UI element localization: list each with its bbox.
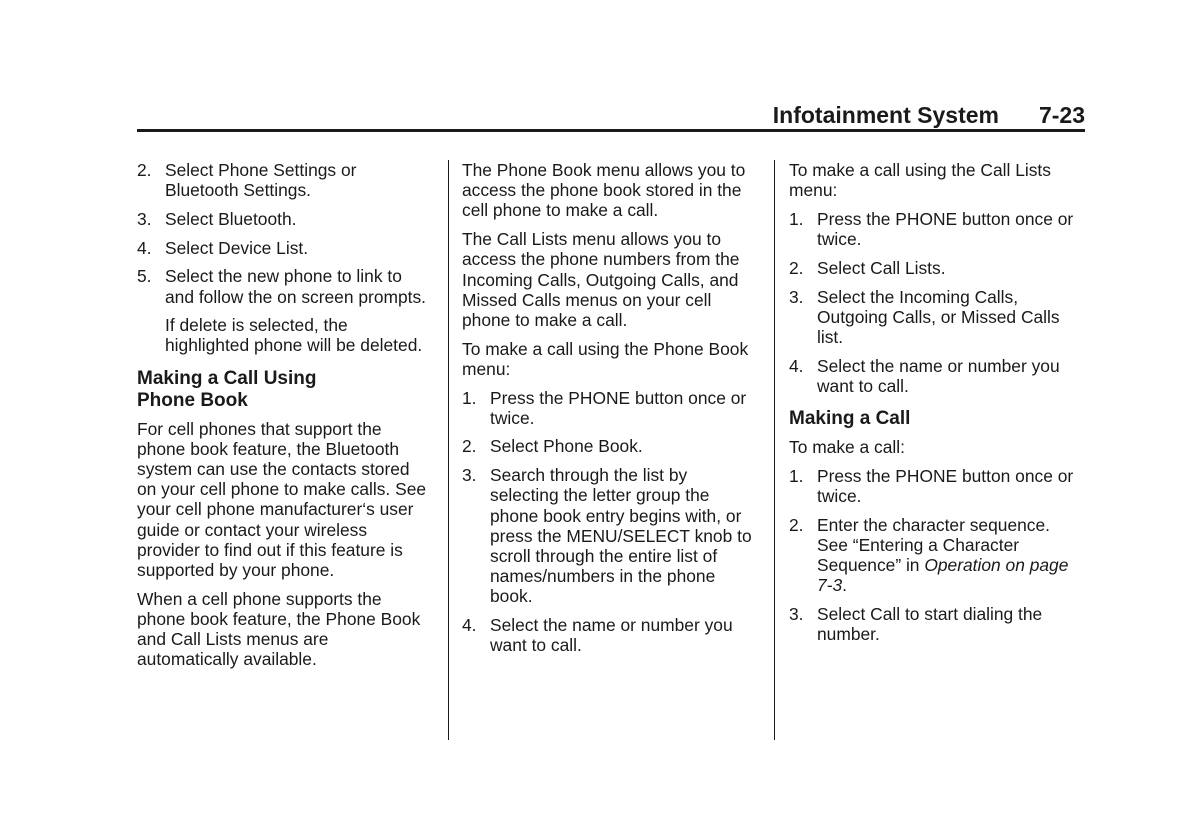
delete-note: If delete is selected, the highlighted phone will be deleted. (165, 315, 423, 356)
paragraph: The Call Lists menu allows you to access the phone numbers from the Incoming Calls, Outgoing Calls, and Missed Calls menus on your cell phone to make a call. (462, 229, 740, 330)
step-text: Select the Incoming Calls, Outgoing Calls, or Missed Calls list. (817, 286, 1060, 347)
column-1 (137, 160, 433, 678)
list-item (789, 604, 1085, 644)
step-number: 2. (137, 160, 152, 180)
step-number: 3. (137, 208, 152, 229)
paragraph: For cell phones that support the phone book feature, the Bluetooth system can use the contacts stored on your cell phone to make calls. See your cell phone manufacturer‘s user guide or contact your wireless provider to find out if this feature is supported by your phone. (137, 418, 427, 581)
list-item (789, 466, 1085, 506)
paragraph: To make a call using the Phone Book menu: (462, 338, 749, 379)
step-text: Select Phone Settings or Bluetooth Settings. (165, 160, 357, 201)
step-text: Press the PHONE button once or twice. (817, 208, 1074, 250)
step-text: Select Device List. (165, 237, 309, 258)
heading-line: Phone Book (137, 389, 248, 411)
step-number: 4. (137, 237, 152, 258)
list-item (789, 209, 1085, 249)
column-2 (462, 160, 760, 664)
heading-line: Making a Call Using (137, 367, 317, 389)
list-item (137, 238, 433, 258)
step-text (817, 515, 1085, 596)
step-text: Select Bluetooth. (165, 208, 297, 229)
paragraph: When a cell phone supports the phone book feature, the Phone Book and Call Lists menus are automatically available. (137, 588, 421, 670)
step-number: 1. (789, 208, 804, 229)
column-3 (789, 160, 1085, 653)
step-text-post: . (842, 575, 847, 596)
list-item (789, 287, 1085, 348)
step-number: 1. (462, 387, 477, 408)
section-title: Infotainment System (772, 102, 999, 128)
step-text: Select Phone Book. (490, 436, 643, 457)
list-item (462, 388, 760, 428)
step-number: 2. (462, 436, 477, 457)
step-number: 1. (789, 465, 804, 486)
list-item (462, 436, 760, 456)
list-item (462, 615, 760, 655)
step-text: Select the name or number you want to call. (817, 355, 1060, 396)
list-item (789, 515, 1085, 596)
page-number: 7-23 (1038, 102, 1085, 128)
step-text: Select Call Lists. (817, 257, 946, 278)
list-item (137, 266, 433, 306)
column-divider-2 (774, 160, 775, 740)
list-item (137, 209, 433, 229)
step-number: 5. (137, 266, 152, 287)
header-rule (137, 129, 1085, 132)
paragraph: To make a call using the Call Lists menu: (789, 160, 1051, 201)
list-item (789, 258, 1085, 278)
step-text: Select Call to start dialing the number. (817, 603, 1043, 645)
step-number: 2. (789, 514, 804, 535)
step-text-pre: Enter the character sequence. See “Entering a Character Sequence” in (817, 514, 1050, 576)
column-divider-1 (448, 160, 449, 740)
step-text: Search through the list by selecting the letter group the phone book entry begins with, or press the MENU/SELECT knob to scroll through the entire list of names/numbers in the phone book. (490, 465, 752, 607)
list-item (137, 160, 433, 200)
paragraph: To make a call: (789, 437, 905, 458)
step-number: 2. (789, 257, 804, 278)
list-item (789, 356, 1085, 396)
step-text: Select the new phone to link to and follow the on screen prompts. (165, 266, 427, 307)
paragraph: The Phone Book menu allows you to access the phone book stored in the cell phone to make a call. (462, 160, 746, 221)
step-text: Press the PHONE button once or twice. (817, 465, 1074, 506)
step-text: Press the PHONE button once or twice. (490, 387, 747, 428)
cross-reference-link[interactable]: Operation on page 7-3 (817, 555, 1069, 596)
step-number: 3. (789, 286, 804, 307)
step-number: 4. (462, 615, 477, 636)
step-number: 3. (789, 603, 804, 624)
step-number: 4. (789, 355, 804, 376)
section-heading: Making a Call (789, 408, 911, 430)
section-heading (137, 368, 433, 412)
step-text: Select the name or number you want to call. (490, 615, 733, 656)
step-number: 3. (462, 465, 477, 486)
list-item (462, 465, 760, 606)
page-header (137, 100, 1085, 130)
